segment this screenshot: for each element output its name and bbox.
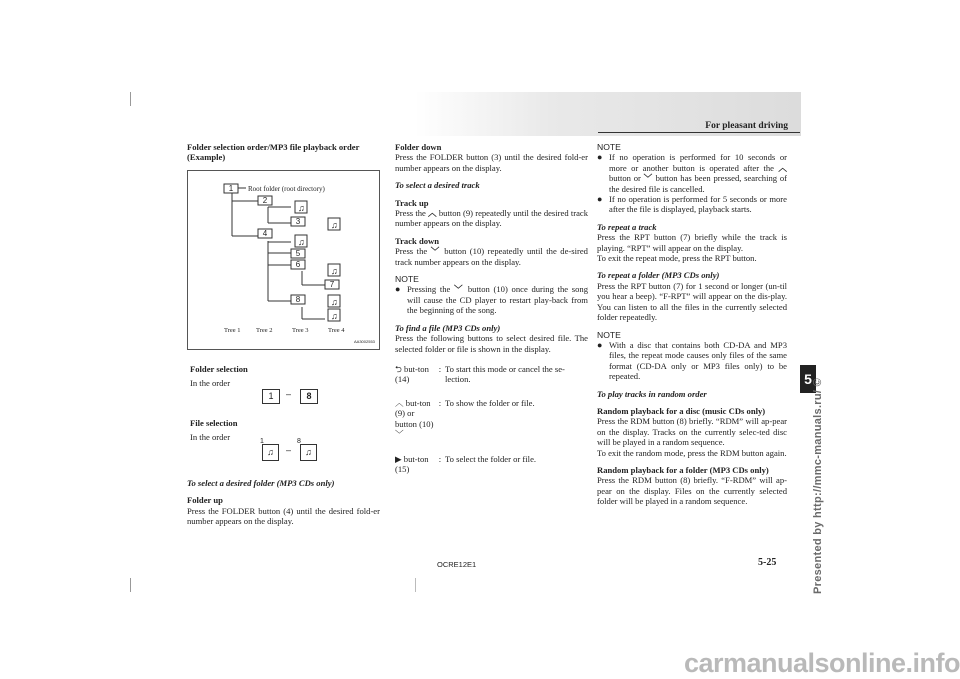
range-dash: – — [286, 445, 292, 455]
file-order-icons — [262, 440, 322, 460]
folder-icon — [258, 229, 272, 238]
text-fragment: Press the — [395, 208, 426, 219]
note-text — [407, 284, 588, 315]
file-number: 1 — [260, 438, 264, 445]
table-sep: : — [438, 453, 442, 464]
presented-by-text: Presented by http://mmc-manuals.ru/ © — [812, 377, 824, 594]
track-down-text — [395, 246, 588, 267]
music-file-icon: ♫ — [300, 444, 317, 461]
table-desc: To show the folder or file. — [445, 397, 535, 408]
subsection-title: To find a file (MP3 CDs only) — [395, 322, 501, 333]
folder-selection-block — [190, 364, 380, 389]
text-fragment: Pressing the — [407, 284, 451, 295]
subsection-title: To repeat a track — [597, 221, 657, 232]
chevron-down-icon: ﹀ — [430, 246, 441, 257]
text-fragment: If no operation is performed for 10 seconds or more or another button is operated after the — [609, 152, 787, 173]
chevron-down-icon: ﹀ — [454, 284, 465, 295]
chevron-down-icon: ﹀ — [643, 173, 653, 184]
root-folder-label: Root folder (root directory) — [248, 185, 325, 193]
chevron-down-icon: ﹀ — [395, 429, 404, 440]
track-up-text — [395, 208, 588, 229]
note-text — [609, 152, 787, 194]
left-column — [187, 142, 380, 163]
folder-number: 2 — [262, 196, 268, 205]
note-bullet — [597, 194, 787, 215]
folder-icon — [224, 184, 238, 193]
text-fragment: button or — [609, 173, 641, 184]
watermark: carmanualsonline.info — [683, 648, 960, 678]
table-desc: To select the folder or file. — [445, 453, 537, 464]
paragraph: Press the RPT button (7) for 1 second or longer (un-til you hear a beep). “F-RPT” will appear on the dis-play. You can listen to all the files in the currently selected folder repeatedly. — [597, 280, 787, 323]
subsection-title: To play tracks in random order — [597, 388, 707, 399]
folder-number: 3 — [295, 217, 301, 226]
bullet-icon: ● — [597, 194, 603, 205]
folder-tree-figure — [187, 170, 380, 350]
tree-label: Tree 3 — [292, 327, 309, 334]
subsection-title: To repeat a folder (MP3 CDs only) — [597, 270, 720, 281]
table-label-text: but-ton (15) — [395, 453, 429, 475]
footer-code: OCRE12E1 — [437, 560, 477, 569]
table-row — [395, 454, 588, 484]
table-label-text: but-ton (14) — [395, 363, 429, 385]
svg-text:♫: ♫ — [331, 220, 338, 230]
bullet-icon: ● — [597, 152, 603, 163]
folder-up-title: Folder up — [187, 495, 223, 506]
figure-code: AA3002553 — [354, 339, 375, 344]
text-fragment: button (10) repeatedly until the de-sired track number appears on the display. — [395, 246, 588, 267]
folder-icon — [291, 295, 305, 304]
table-label — [395, 398, 435, 454]
bullet-icon: ● — [597, 339, 603, 350]
svg-text:♫: ♫ — [298, 203, 305, 213]
folder-order-icons — [262, 389, 322, 405]
track-up-title: Track up — [395, 197, 429, 208]
paragraph: To exit the random mode, press the RDM button again. — [597, 447, 787, 458]
page-number: 5-25 — [758, 557, 777, 568]
music-file-icon — [328, 295, 340, 307]
chevron-up-icon: ︿ — [428, 208, 437, 219]
bullet-icon: ● — [395, 284, 401, 295]
header-rule — [598, 132, 800, 133]
tree-label: Tree 4 — [328, 327, 345, 334]
folder-icon — [291, 217, 305, 226]
crop-mark — [130, 92, 131, 106]
chevron-up-icon: ︿ — [395, 397, 404, 408]
table-desc: To start this mode or cancel the se-lection. — [445, 363, 565, 385]
table-label — [395, 454, 435, 484]
paragraph: Press the RPT button (7) briefly while the track is playing. “RPT” will appear on the display. — [597, 232, 787, 253]
crop-mark — [130, 578, 131, 592]
folder-down-title: Folder down — [395, 142, 442, 152]
crop-mark — [415, 578, 416, 592]
note-bullet — [395, 284, 588, 315]
folder-icon — [291, 260, 305, 269]
right-column — [597, 142, 787, 507]
svg-text:♫: ♫ — [331, 266, 338, 276]
note-bullet — [597, 152, 787, 194]
paragraph: To exit the repeat mode, press the RPT button. — [597, 253, 757, 264]
file-number: 8 — [297, 438, 301, 445]
tree-label: Tree 2 — [256, 327, 273, 334]
return-arrow-icon: ⮌ — [395, 363, 402, 374]
music-file-icon — [295, 201, 307, 213]
folder-icon: 8 — [300, 389, 318, 404]
table-row — [395, 364, 588, 398]
music-file-icon — [328, 264, 340, 276]
folder-down-text: Press the FOLDER button (3) until the desired fold-er number appears on the display. — [395, 152, 588, 173]
range-dash: – — [286, 389, 292, 399]
folder-tree-diagram — [188, 171, 379, 349]
music-file-icon — [295, 235, 307, 247]
text-fragment: button has been pressed, searching of the desired file is cancelled. — [609, 173, 787, 194]
table-label — [395, 364, 435, 398]
folder-selection-text: In the order — [190, 378, 231, 389]
random-folder-title: Random playback for a folder (MP3 CDs only) — [597, 464, 769, 475]
note-bullet — [597, 340, 787, 382]
folder-number: 8 — [295, 295, 301, 304]
folder-icon — [291, 249, 305, 258]
text-fragment: button (9) repeatedly until the desired track number appears on the display. — [395, 208, 588, 229]
folder-selection-title: Folder selection — [190, 364, 248, 374]
note-label: NOTE — [597, 329, 621, 340]
music-file-icon — [328, 309, 340, 321]
folder-icon — [258, 196, 272, 205]
chevron-up-icon: ︿ — [778, 162, 788, 173]
section-heading: Folder selection order/MP3 file playback order (Example) — [187, 142, 360, 163]
page-header-title: For pleasant driving — [705, 121, 788, 131]
svg-text:♫: ♫ — [298, 237, 305, 247]
file-selection-title: File selection — [190, 418, 238, 428]
middle-column — [395, 142, 588, 484]
folder-number: 1 — [228, 184, 234, 193]
folder-icon: 1 — [262, 389, 280, 404]
paragraph: Press the RDM button (8) briefly. “F-RDM” will ap-pear on the display. Files on the currently selected folder will be played in a random sequence. — [597, 475, 787, 507]
folder-number: 5 — [295, 249, 301, 258]
svg-text:♫: ♫ — [331, 311, 338, 321]
folder-up-text: Press the FOLDER button (4) until the desired fold-er number appears on the display. — [187, 505, 380, 527]
note-text: With a disc that contains both CD-DA and MP3 files, the repeat mode causes only files of the same format (CD-DA only or MP3 files only) to be repeated. — [609, 339, 787, 382]
note-label: NOTE — [395, 274, 419, 285]
find-text: Press the following buttons to select desired file. The selected folder or file is shown in the display. — [395, 333, 588, 354]
random-disc-title: Random playback for a disc (music CDs only) — [597, 405, 766, 416]
table-label-text: but-ton (9) or button (10) — [395, 397, 434, 429]
table-sep: : — [438, 363, 442, 374]
paragraph: Press the RDM button (8) briefly. “RDM” will ap-pear on the display. Tracks on the currently selec-ted disc will be played in a random sequence. — [597, 416, 787, 448]
chapter-tab: 5 — [800, 365, 816, 393]
folder-number: 7 — [329, 280, 335, 289]
svg-text:♫: ♫ — [331, 297, 338, 307]
music-file-icon — [328, 218, 340, 230]
folder-number: 4 — [262, 229, 268, 238]
folder-up-block — [187, 478, 380, 527]
folder-number: 6 — [295, 260, 301, 269]
track-down-title: Track down — [395, 235, 440, 246]
table-row — [395, 398, 588, 454]
table-sep: : — [438, 397, 442, 408]
note-label: NOTE — [597, 142, 621, 152]
note-text: If no operation is performed for 5 seconds or more after the file is displayed, playback starts. — [609, 194, 787, 215]
subsection-title: To select a desired folder (MP3 CDs only) — [187, 478, 335, 488]
tree-label: Tree 1 — [224, 327, 241, 334]
folder-icon — [325, 280, 339, 289]
file-selection-text: In the order — [190, 432, 231, 443]
music-file-icon: ♫ — [262, 444, 279, 461]
text-fragment: Press the — [395, 246, 428, 257]
subsection-title: To select a desired track — [395, 180, 480, 191]
text-fragment: button (10) once during the song will cause the CD player to restart play-back from the beginning of the song. — [407, 284, 588, 316]
play-arrow-icon: ▶ — [395, 453, 402, 464]
